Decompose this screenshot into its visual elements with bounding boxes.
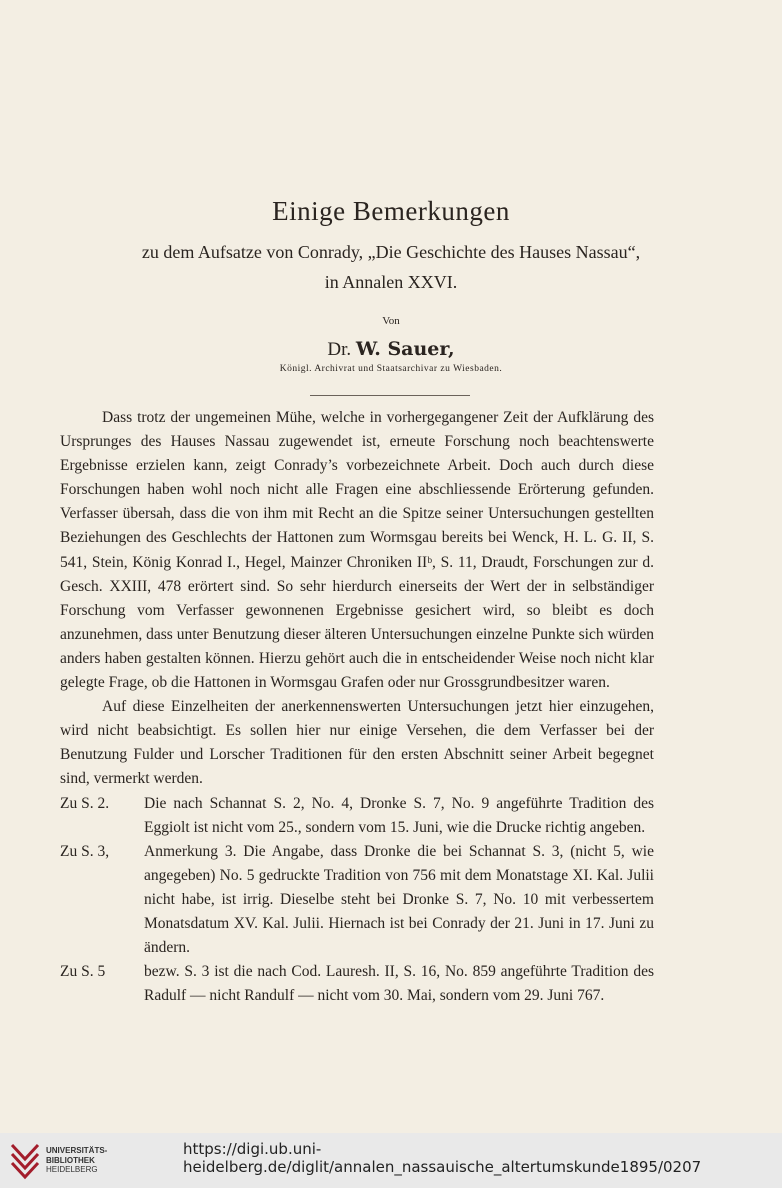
- library-logo-icon: [8, 1141, 42, 1181]
- note-label: Zu S. 3,: [60, 842, 110, 860]
- viewer-footer: [0, 1133, 782, 1188]
- paragraph-2: Auf diese Einzelheiten der anerkennenswerten Untersuchungen jetzt hier einzugehen, wird nicht beabsichtigt. Es sollen hier nur einige Versehen, die dem Verfasser bei der Benutzung Fulder und Lorscher Traditionen für den ersten Abschnitt seiner Arbeit begegnet sind, vermerkt werden.: [60, 698, 654, 788]
- library-name-line3: HEIDELBERG: [46, 1165, 98, 1174]
- note-label: Zu S. 5: [60, 963, 106, 981]
- note-text: Anmerkung 3. Die Angabe, dass Dronke die bei Schannat S. 3, (nicht 5, wie angegeben) No. 5 gedruckte Tradition von 756 mit dem Monatstage XI. Kal. Julii nicht habe, ist irrig. Dieselbe steht bei Dronke S. 7, No. 10 mit verbessertem Monatsdatum XV. Kal. Julii. Hiernach ist bei Conrady der 21. Juni in 17. Juni zu ändern.: [144, 842, 654, 957]
- permalink-url[interactable]: https://digi.ub.uni-heidelberg.de/diglit/annalen_nassauische_altertumskunde1895/0207: [183, 1140, 702, 1176]
- author: [0, 338, 782, 361]
- author-prefix: Dr.: [327, 339, 352, 360]
- author-name: W. Sauer,: [355, 338, 455, 360]
- note-text: bezw. S. 3 ist die nach Cod. Lauresh. II, S. 16, No. 859 angeführte Tradition des Radulf — nicht Randulf — nicht vom 30. Mai, sondern vom 29. Juni 767.: [144, 963, 654, 1005]
- article-subtitle-line1: zu dem Aufsatze von Conrady, „Die Geschichte des Hauses Nassau“,: [141, 242, 641, 262]
- author-affiliation: Königl. Archivrat und Staatsarchivar zu Wiesbaden.: [279, 364, 503, 374]
- library-name: [46, 1146, 107, 1175]
- article-title: Einige Bemerkungen: [272, 196, 510, 226]
- library-name-line2: BIBLIOTHEK: [46, 1155, 95, 1165]
- note-item: [60, 960, 654, 1008]
- article-subtitle-line2: in Annalen XXVI.: [324, 272, 458, 292]
- note-item: [60, 840, 654, 960]
- byline-von: Von: [382, 315, 400, 327]
- note-item: [60, 792, 654, 840]
- article-body: [60, 406, 654, 1008]
- library-name-line1: UNIVERSITÄTS-: [46, 1146, 108, 1155]
- note-text: Die nach Schannat S. 2, No. 4, Dronke S. 7, No. 9 angeführte Tradition des Eggiolt ist nicht vom 25., sondern vom 15. Juni, wie die Drucke richtig angeben.: [144, 794, 654, 836]
- note-label: Zu S. 2.: [60, 794, 110, 812]
- paragraph-1: Dass trotz der ungemeinen Mühe, welche in vorhergegangener Zeit der Aufklärung des Ursprunges des Hauses Nassau zugewendet ist, erneute Forschung noch beachtenswerte Ergebnisse erzielen kann, zeigt Conrady’s vorbezeichnete Arbeit. Doch auch durch diese Forschungen haben wohl noch nicht alle Fragen eine abschliessende Erörterung gefunden. Verfasser übersah, dass die von ihm mit Recht an die Spitze seiner Untersuchungen gestellten Beziehungen des Geschlechts der Hattonen zum Wormsgau bereits bei Wenck, H. L. G. II, S. 541, Stein, König Konrad I., Hegel, Mainzer Chroniken IIᵇ, S. 11, Draudt, Forschungen zur d. Gesch. XXIII, 478 erörtert sind. So sehr hierdurch einerseits der Wert der in selbständiger Forschung vom Verfasser gewonnenen Ergebnisse gesichert wird, so bleibt es doch anzunehmen, dass unter Benutzung dieser älteren Untersuchungen einzelne Punkte sich würden anders haben gestalten können. Hierzu gehört auch die in entscheidender Weise noch nicht klar gelegte Frage, ob die Hattonen in Wormsgau Grafen oder nur Grossgrundbesitzer waren.: [60, 409, 654, 692]
- divider-rule: [310, 395, 470, 396]
